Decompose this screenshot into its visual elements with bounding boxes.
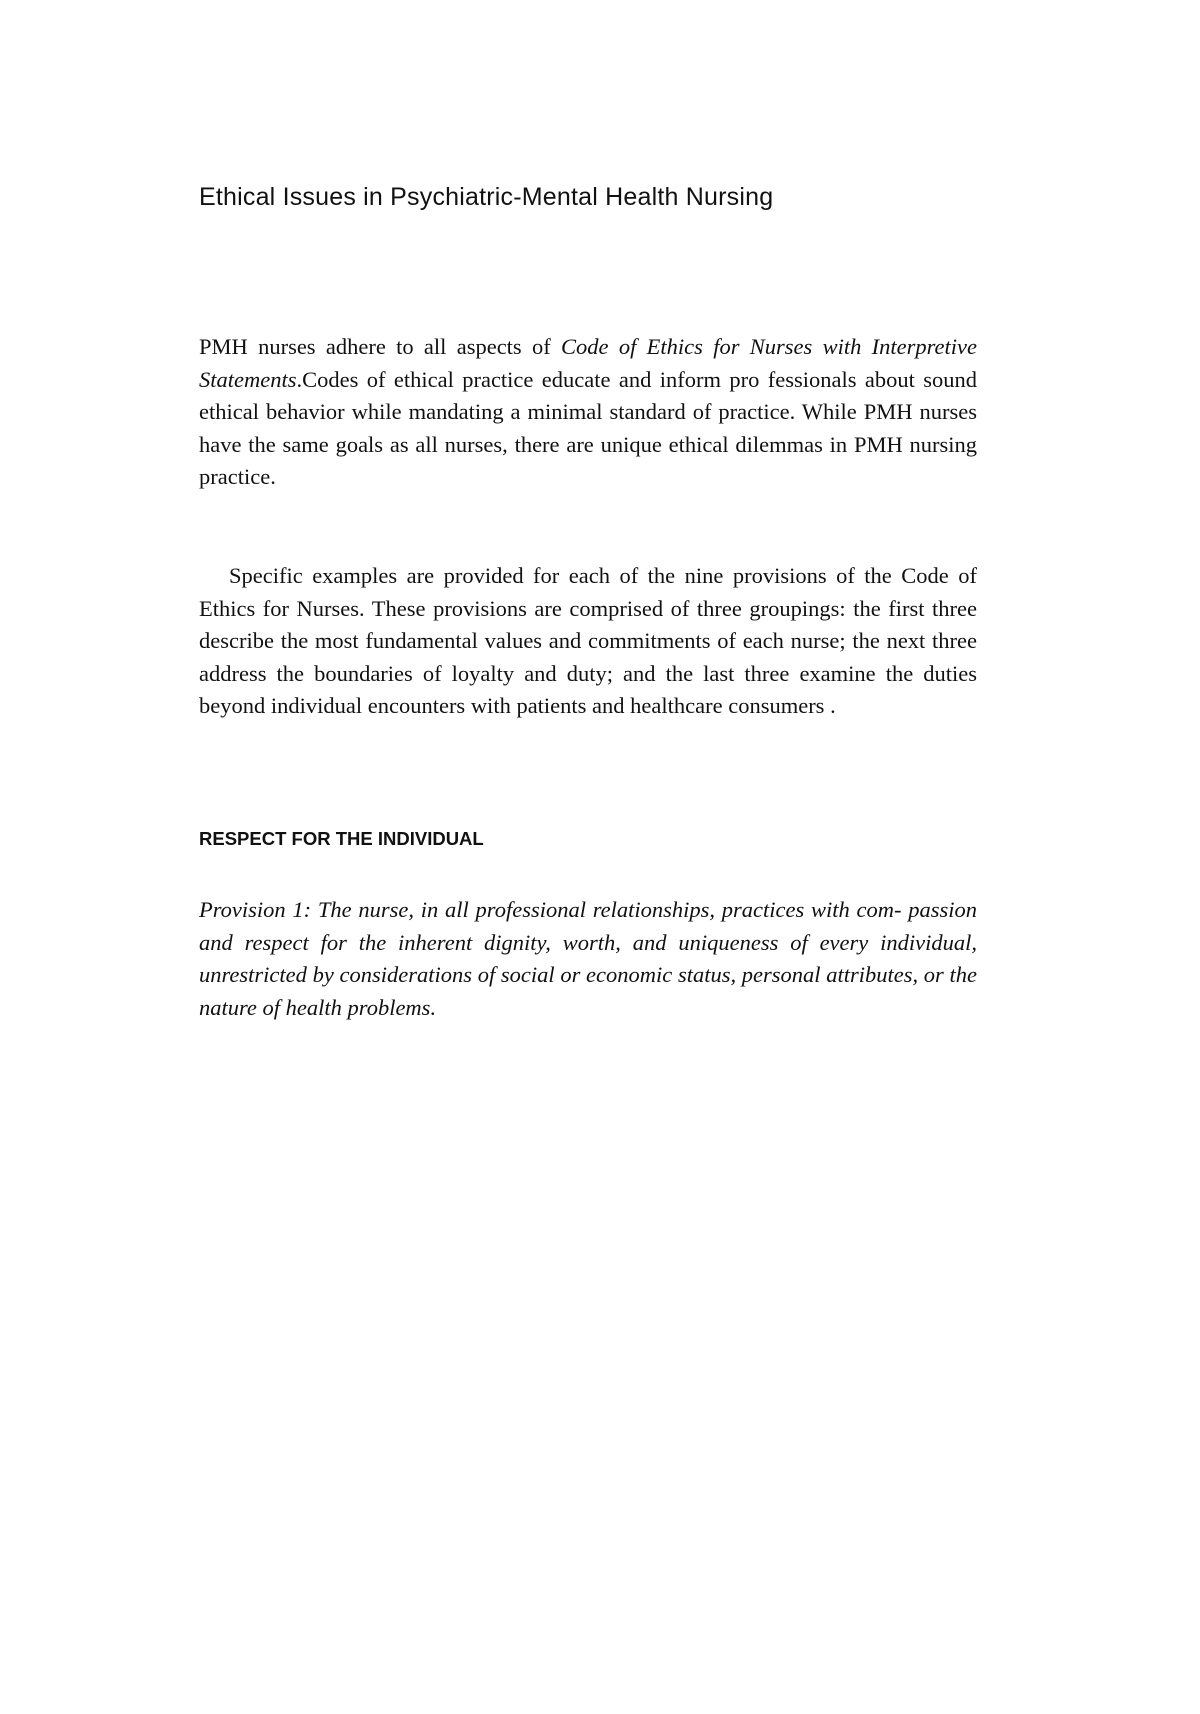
code-of-ethics-title: Code of Ethics for Nurses with Interpretive Statements bbox=[199, 334, 977, 392]
document-title: Ethical Issues in Psychiatric-Mental Health Nursing bbox=[199, 183, 774, 211]
provision-1-text: Provision 1: The nurse, in all professional relationships, practices with com- passion and respect for the inherent dignity, worth, and uniqueness of every individual, unrestricted by considerations of social or economic status, personal attributes, or the nature of health problems. bbox=[199, 897, 977, 1020]
intro-paragraph bbox=[199, 331, 977, 494]
intro-rest-text: .Codes of ethical practice educate and inform pro fessionals about sound ethical behavior while mandating a minimal standard of practice. While PMH nurses have the same goals as all nurses, there are unique ethical dilemmas in PMH nursing practice. bbox=[199, 366, 977, 490]
intro-lead-text: PMH nurses adhere to all aspects of bbox=[199, 334, 562, 359]
provisions-paragraph: Specific examples are provided for each of the nine provisions of the Code of Ethics for Nurses. These provisions are comprised of three groupings: the first three describe the most fundamental values and commitments of each nurse; the next three address the boundaries of loyalty and duty; and the last three examine the duties beyond individual encounters with patients and healthcare consumers . bbox=[199, 563, 977, 719]
section-heading: RESPECT FOR THE INDIVIDUAL bbox=[199, 828, 484, 849]
